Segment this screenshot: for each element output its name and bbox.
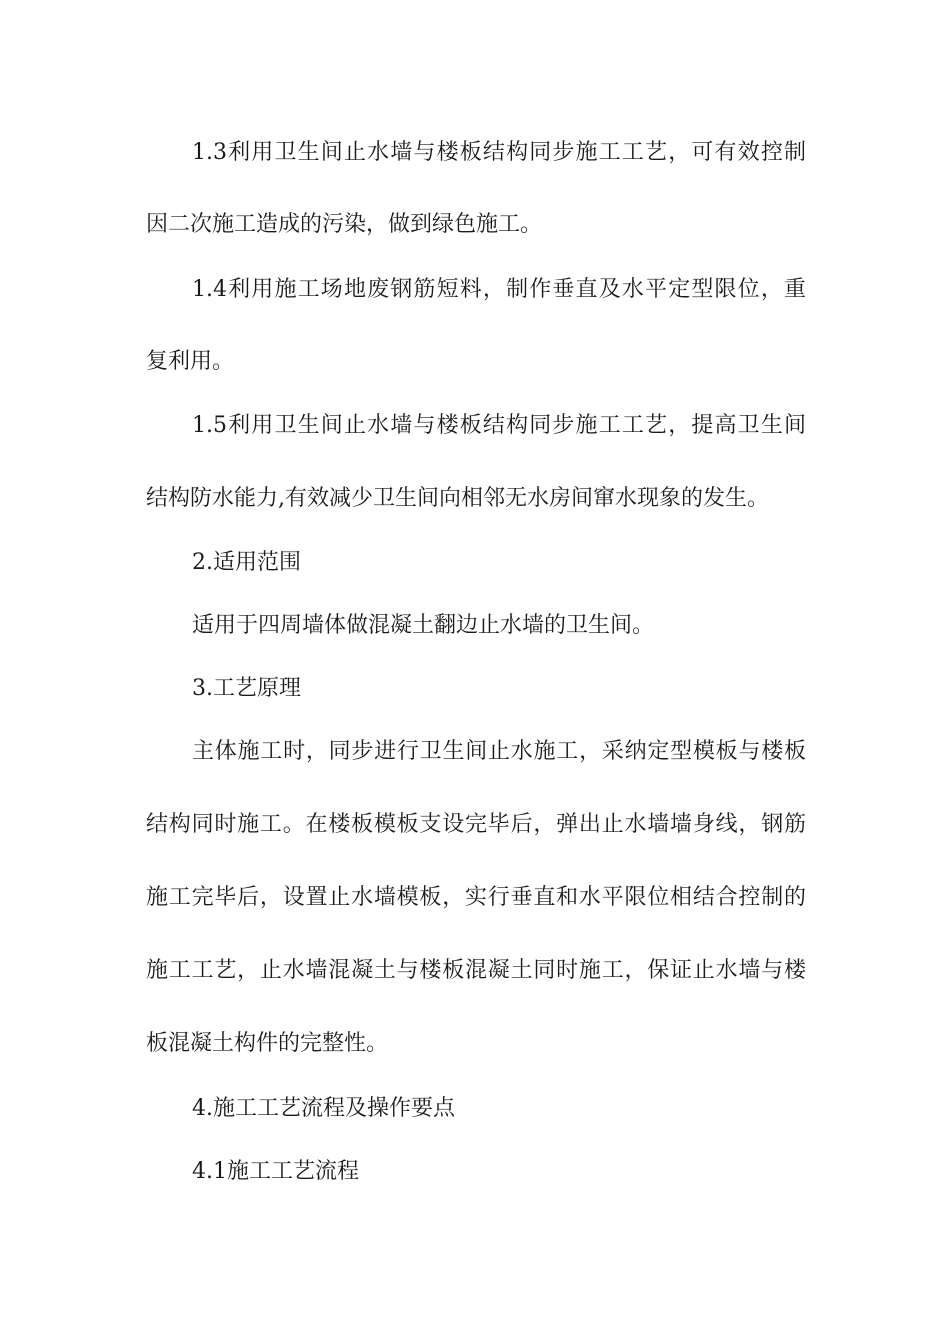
paragraph-5-line-4: 施工工艺，止水墙混凝土与楼板混凝土同时施工，保证止水墙与楼 bbox=[146, 958, 806, 983]
paragraph-4-line-1: 适用于四周墙体做混凝土翻边止水墙的卫生间。 bbox=[192, 613, 655, 638]
paragraph-3-line-2: 结构防水能力,有效减少卫生间向相邻无水房间窜水现象的发生。 bbox=[146, 486, 769, 511]
paragraph-5-line-3: 施工完毕后，设置止水墙模板，实行垂直和水平限位相结合控制的 bbox=[146, 885, 806, 910]
paragraph-5-line-1: 主体施工时，同步进行卫生间止水施工，采纳定型模板与楼板 bbox=[192, 739, 806, 764]
heading-2: 2.适用范围 bbox=[192, 550, 301, 575]
heading-4-1: 4.1施工工艺流程 bbox=[192, 1159, 359, 1184]
paragraph-2-line-2: 复利用。 bbox=[146, 349, 235, 374]
paragraph-5-line-2: 结构同时施工。在楼板模板支设完毕后，弹出止水墙墙身线，钢筋 bbox=[146, 812, 806, 837]
paragraph-1-line-2: 因二次施工造成的污染，做到绿色施工。 bbox=[146, 212, 543, 237]
paragraph-3-line-1: 1.5利用卫生间止水墙与楼板结构同步施工工艺，提高卫生间 bbox=[192, 413, 806, 438]
heading-4: 4.施工工艺流程及操作要点 bbox=[192, 1096, 455, 1121]
paragraph-1-line-1: 1.3利用卫生间止水墙与楼板结构同步施工工艺，可有效控制 bbox=[192, 140, 806, 165]
heading-3: 3.工艺原理 bbox=[192, 676, 301, 701]
paragraph-2-line-1: 1.4利用施工场地废钢筋短料，制作垂直及水平定型限位，重 bbox=[192, 277, 806, 302]
paragraph-5-line-5: 板混凝土构件的完整性。 bbox=[146, 1031, 389, 1056]
